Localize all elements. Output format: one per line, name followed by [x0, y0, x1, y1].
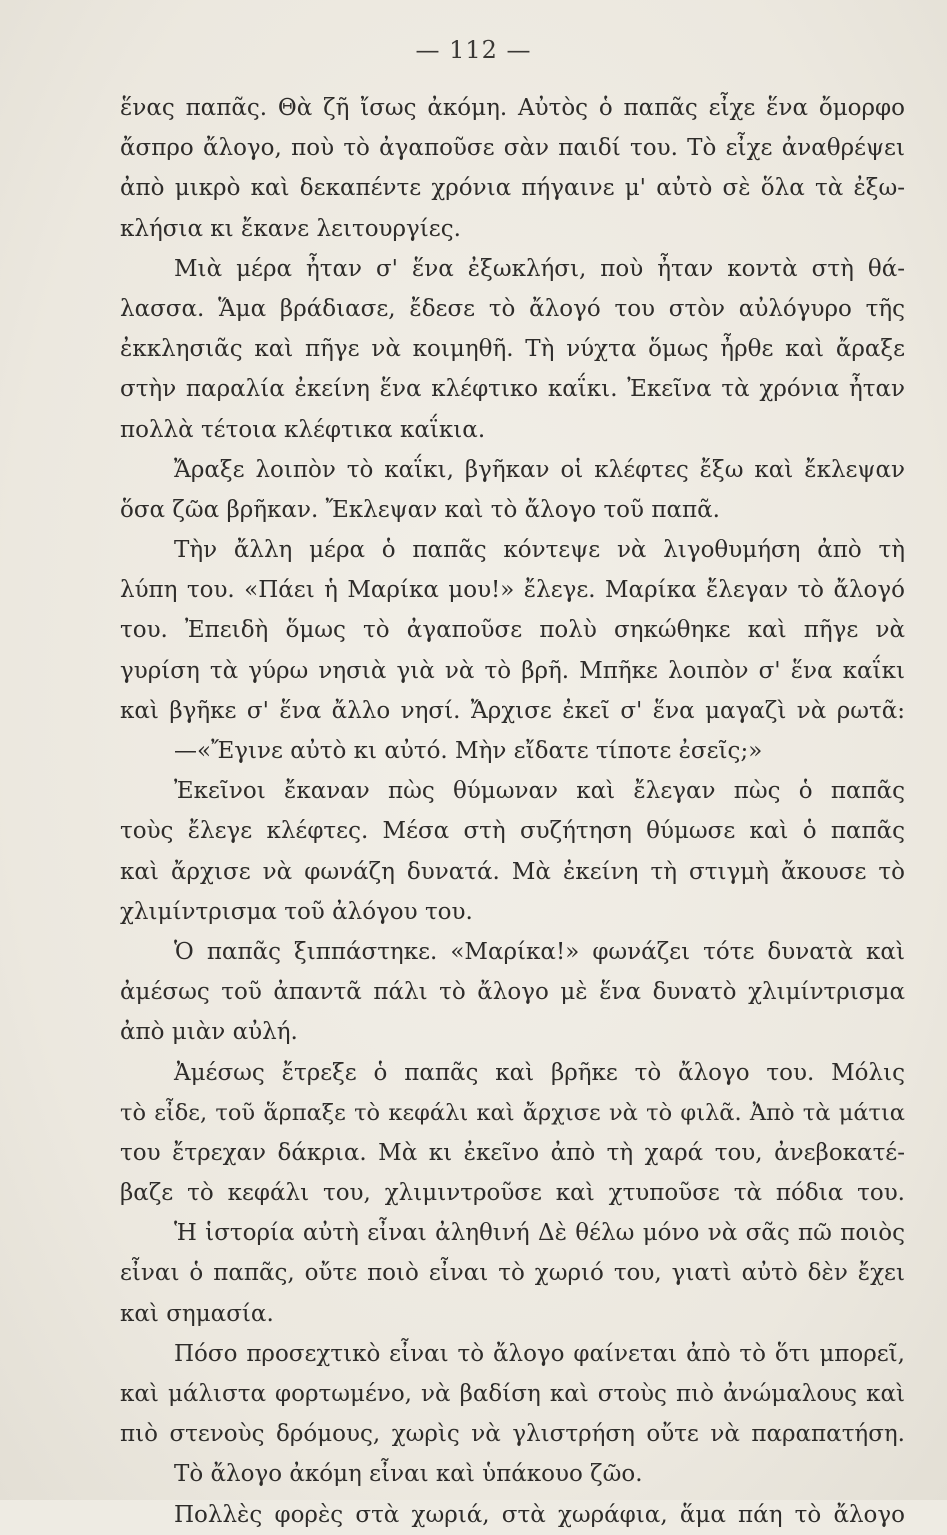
text-line: Τὴν ἄλλη μέρα ὁ παπᾶς κόντεψε νὰ λιγοθυμήση ἀπὸ τὴ [174, 537, 905, 564]
text-line: ἀπὸ μικρὸ καὶ δεκαπέντε χρόνια πήγαινε μ' αὐτὸ σὲ ὅλα τὰ ἐξω- [120, 175, 905, 202]
text-line: τοὺς ἔλεγε κλέφτες. Μέσα στὴ συζήτηση θύμωσε καὶ ὁ παπᾶς [120, 818, 905, 845]
text-line: Πόσο προσεχτικὸ εἶναι τὸ ἄλογο φαίνεται ἀπὸ τὸ ὅτι μπορεῖ, [174, 1340, 905, 1367]
text-line: στὴν παραλία ἐκείνη ἕνα κλέφτικο καΐκι. Ἐκεῖνα τὰ χρόνια ἦταν [120, 376, 905, 403]
text-line: καὶ σημασία. [120, 1300, 274, 1327]
text-line: Ἐκεῖνοι ἔκαναν πὼς θύμωναν καὶ ἔλεγαν πὼς ὁ παπᾶς [174, 778, 905, 805]
text-line: πιὸ στενοὺς δρόμους, χωρὶς νὰ γλιστρήση οὔτε νὰ παραπατήση. [120, 1421, 905, 1448]
text-line: λύπη του. «Πάει ἡ Μαρίκα μου!» ἔλεγε. Μαρίκα ἔλεγαν τὸ ἄλογό [120, 577, 905, 604]
text-line: του. Ἐπειδὴ ὅμως τὸ ἀγαποῦσε πολὺ σηκώθηκε καὶ πῆγε νὰ [120, 617, 905, 644]
text-line: καὶ ἄρχισε νὰ φωνάζη δυνατά. Μὰ ἐκείνη τὴ στιγμὴ ἄκουσε τὸ [120, 858, 905, 885]
text-line: χλιμίντρισμα τοῦ ἀλόγου του. [120, 898, 473, 925]
text-line: Ἀμέσως ἔτρεξε ὁ παπᾶς καὶ βρῆκε τὸ ἄλογο του. Μόλις [174, 1059, 905, 1086]
text-line: Ὁ παπᾶς ξιππάστηκε. «Μαρίκα!» φωνάζει τότε δυνατὰ καὶ [174, 938, 905, 965]
text-line: καὶ βγῆκε σ' ἕνα ἄλλο νησί. Ἄρχισε ἐκεῖ σ' ἕνα μαγαζὶ νὰ ρωτᾶ: [120, 697, 905, 724]
text-line: εἶναι ὁ παπᾶς, οὔτε ποιὸ εἶναι τὸ χωριό του, γιατὶ αὐτὸ δὲν ἔχει [120, 1260, 905, 1287]
text-line: κλήσια κι ἔκανε λειτουργίες. [120, 215, 461, 242]
text-line: ἕνας παπᾶς. Θὰ ζῆ ἴσως ἀκόμη. Αὐτὸς ὁ παπᾶς εἶχε ἕνα ὄμορφο [120, 95, 905, 121]
text-line: βαζε τὸ κεφάλι του, χλιμιντροῦσε καὶ χτυποῦσε τὰ πόδια του. [120, 1180, 905, 1207]
text-line: Πολλὲς φορὲς στὰ χωριά, στὰ χωράφια, ἅμα πάη τὸ ἄλογο [174, 1501, 905, 1528]
text-line: λασσα. Ἅμα βράδιασε, ἔδεσε τὸ ἄλογό του στὸν αὐλόγυρο τῆς [120, 295, 905, 322]
text-line: Ἄραξε λοιπὸν τὸ καΐκι, βγῆκαν οἱ κλέφτες ἔξω καὶ ἔκλεψαν [174, 456, 905, 483]
text-line: ἐκκλησιᾶς καὶ πῆγε νὰ κοιμηθῆ. Τὴ νύχτα ὅμως ἦρθε καὶ ἄραξε [120, 336, 905, 363]
text-line: Μιὰ μέρα ἦταν σ' ἕνα ἐξωκλήσι, ποὺ ἦταν κοντὰ στὴ θά- [174, 255, 905, 282]
page-number: — 112 — [415, 36, 532, 64]
text-line: Ἡ ἱστορία αὐτὴ εἶναι ἀληθινή Δὲ θέλω μόνο νὰ σᾶς πῶ ποιὸς [174, 1220, 905, 1247]
text-line: Τὸ ἄλογο ἀκόμη εἶναι καὶ ὑπάκουο ζῶο. [174, 1461, 643, 1488]
text-line: ὅσα ζῶα βρῆκαν. Ἔκλεψαν καὶ τὸ ἄλογο τοῦ παπᾶ. [120, 496, 720, 523]
text-line: —«Ἔγινε αὐτὸ κι αὐτό. Μὴν εἴδατε τίποτε ἐσεῖς;» [174, 738, 763, 764]
text-line: ἀπὸ μιὰν αὐλή. [120, 1019, 298, 1046]
text-line: ἄσπρο ἄλογο, ποὺ τὸ ἀγαποῦσε σὰν παιδί του. Τὸ εἶχε ἀναθρέψει [120, 135, 905, 162]
text-line: πολλὰ τέτοια κλέφτικα καΐκια. [120, 416, 486, 443]
page-text [120, 88, 905, 1535]
text-line: τὸ εἶδε, τοῦ ἅρπαξε τὸ κεφάλι καὶ ἄρχισε νὰ τὸ φιλᾶ. Ἀπὸ τὰ μάτια [120, 1099, 905, 1126]
text-line: ἀμέσως τοῦ ἀπαντᾶ πάλι τὸ ἄλογο μὲ ἕνα δυνατὸ χλιμίντρισμα [120, 979, 905, 1006]
text-line: γυρίση τὰ γύρω νησιὰ γιὰ νὰ τὸ βρῆ. Μπῆκε λοιπὸν σ' ἕνα καΐκι [120, 657, 905, 684]
text-line: καὶ μάλιστα φορτωμένο, νὰ βαδίση καὶ στοὺς πιὸ ἀνώμαλους καὶ [120, 1381, 905, 1407]
text-line: του ἔτρεχαν δάκρια. Μὰ κι ἐκεῖνο ἀπὸ τὴ χαρά του, ἀνεβοκατέ- [120, 1139, 905, 1166]
